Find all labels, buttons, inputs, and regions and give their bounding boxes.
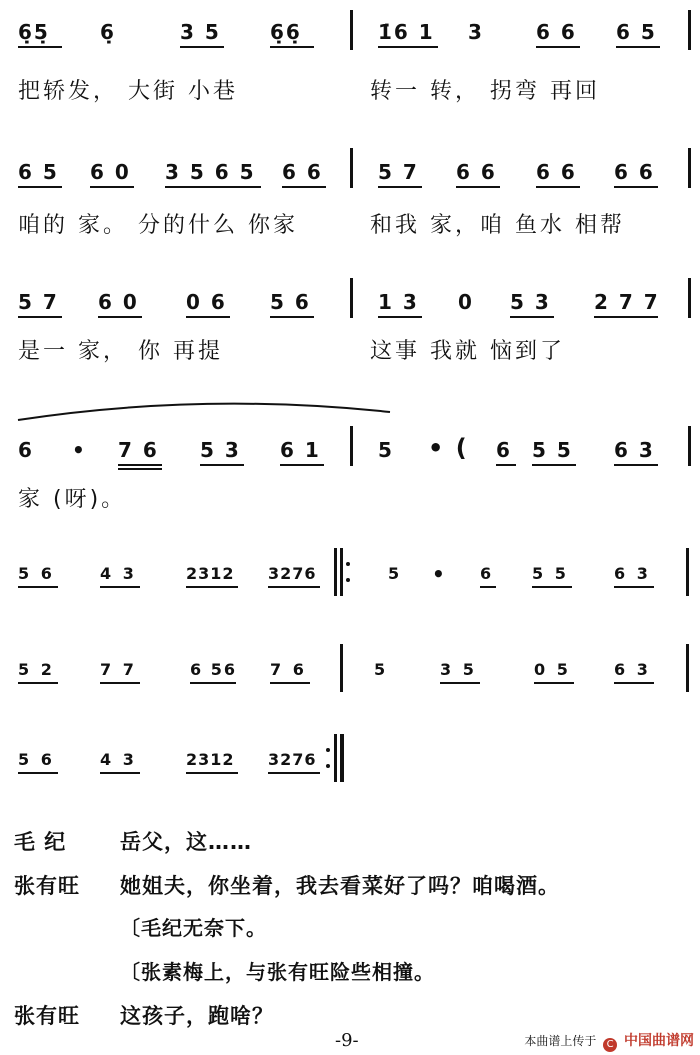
end-repeat-barline	[334, 734, 337, 782]
note-group: 6 3	[614, 564, 651, 583]
barline	[350, 148, 353, 188]
beam-line	[270, 46, 314, 48]
note-group: 6	[496, 438, 512, 462]
barline	[340, 644, 343, 692]
beam-line	[378, 316, 422, 318]
dialogue-line: 岳父，这……	[120, 830, 252, 854]
note-group: 5	[374, 660, 389, 679]
beam-line	[378, 186, 422, 188]
beam-line	[100, 682, 140, 684]
speaker-name: 张有旺	[14, 1004, 80, 1028]
beam-line	[614, 464, 658, 466]
note-group: 6 6	[282, 160, 323, 184]
note-group: 3 5	[180, 20, 221, 44]
note-group: 5 3	[510, 290, 551, 314]
end-repeat-barline	[340, 734, 344, 782]
note-group: 6 5	[616, 20, 657, 44]
note-group: 6	[480, 564, 495, 583]
beam-line	[190, 682, 236, 684]
beam-line	[280, 464, 324, 466]
lyric-line: 把轿发， 大街 小巷	[18, 79, 238, 104]
beam-line	[200, 464, 244, 466]
beam-line	[534, 682, 574, 684]
note-group: 5 7	[378, 160, 419, 184]
note-group: 5 6	[18, 750, 55, 769]
note-group: 7 6	[118, 438, 159, 462]
beam-line	[118, 464, 162, 466]
note-group: 6 3	[614, 438, 655, 462]
beam-line	[268, 772, 320, 774]
note-group: 6 0	[90, 160, 131, 184]
beam-line	[100, 772, 140, 774]
beam-line	[165, 186, 261, 188]
note-group: 6̣	[100, 20, 116, 44]
beam-line	[186, 586, 238, 588]
note-group: 6 56	[190, 660, 237, 679]
dialogue-line: 她姐夫，你坐着，我去看菜好了吗？咱喝酒。	[120, 874, 560, 898]
repeat-barline	[340, 548, 343, 596]
beam-line	[186, 316, 230, 318]
beam-line	[614, 186, 658, 188]
note-group: 5	[388, 564, 403, 583]
beam-line	[532, 464, 576, 466]
note-group: 5	[378, 438, 394, 462]
score-system-6	[0, 640, 700, 710]
beam-line	[18, 772, 58, 774]
note-group: 2312	[186, 564, 235, 583]
repeat-dot	[326, 764, 330, 768]
note-group: 2 7 7	[594, 290, 660, 314]
note-group: 3276	[268, 750, 317, 769]
note-group: 6 6	[536, 160, 577, 184]
beam-line	[510, 316, 554, 318]
lyric-line: 家 (呀)。	[18, 487, 127, 512]
beam-line	[186, 772, 238, 774]
beam-line	[480, 586, 496, 588]
note-group: 6 3	[614, 660, 651, 679]
barline	[688, 10, 691, 50]
barline	[688, 278, 691, 318]
note-group: 3	[468, 20, 484, 44]
note-group: 5 6	[18, 564, 55, 583]
note-group: • (	[428, 434, 469, 462]
note-group: 5 3	[200, 438, 241, 462]
beam-line	[100, 586, 140, 588]
note-group: •	[432, 562, 448, 586]
beam-line	[18, 586, 58, 588]
beam-line	[268, 586, 320, 588]
stage-direction: 〔张素梅上，与张有旺险些相撞。	[120, 960, 435, 984]
note-group: 1 3	[378, 290, 419, 314]
beam-line	[18, 682, 58, 684]
beam-line	[90, 186, 134, 188]
footer-prefix: 本曲谱上传于	[524, 1034, 597, 1048]
barline	[350, 10, 353, 50]
note-group: 6̣5̣	[18, 20, 50, 44]
note-group: 3276	[268, 564, 317, 583]
note-group: 0 5	[534, 660, 571, 679]
note-group: 6 0	[98, 290, 139, 314]
lyric-line: 这事 我就 恼到了	[370, 339, 565, 364]
note-group: 4 3	[100, 564, 137, 583]
repeat-dot	[346, 562, 350, 566]
score-system-4	[0, 396, 700, 526]
repeat-dot	[346, 578, 350, 582]
speaker-name: 毛 纪	[14, 830, 67, 854]
beam-line	[118, 468, 162, 470]
barline	[686, 644, 689, 692]
beam-line	[282, 186, 326, 188]
beam-line	[536, 46, 580, 48]
note-group: 7 6	[270, 660, 307, 679]
note-group: 2312	[186, 750, 235, 769]
note-group: •	[72, 438, 87, 462]
note-group: 6 6	[456, 160, 497, 184]
beam-line	[496, 464, 516, 466]
stage-direction: 〔毛纪无奈下。	[120, 916, 267, 940]
note-group: 5 7	[18, 290, 59, 314]
beam-line	[456, 186, 500, 188]
beam-line	[378, 46, 438, 48]
note-group: 5 5	[532, 438, 573, 462]
score-system-2	[0, 140, 700, 250]
beam-line	[594, 316, 658, 318]
slur-arc	[12, 396, 412, 426]
beam-line	[614, 586, 654, 588]
note-group: 6̣6̣	[270, 20, 302, 44]
page-number: -9-	[335, 1030, 359, 1051]
repeat-barline	[334, 548, 337, 596]
barline	[686, 548, 689, 596]
note-group: 6 5	[18, 160, 59, 184]
note-group: 4 3	[100, 750, 137, 769]
lyric-line: 是一 家， 你 再提	[18, 339, 223, 364]
note-group: 5 5	[532, 564, 569, 583]
note-group: 5 6	[270, 290, 311, 314]
note-group: 6 6	[614, 160, 655, 184]
beam-line	[440, 682, 480, 684]
lyric-line: 咱的 家。 分的什么 你家	[18, 213, 298, 238]
score-system-7	[0, 730, 700, 790]
beam-line	[616, 46, 660, 48]
barline	[688, 426, 691, 466]
note-group: 0 6	[186, 290, 227, 314]
site-logo-icon: C	[603, 1038, 617, 1052]
beam-line	[180, 46, 224, 48]
note-group: 0	[458, 290, 474, 314]
note-group: 5 2	[18, 660, 55, 679]
beam-line	[536, 186, 580, 188]
note-group: 6 6	[536, 20, 577, 44]
speaker-name: 张有旺	[14, 874, 80, 898]
note-group: 7 7	[100, 660, 137, 679]
note-group: 1̇6 1	[378, 20, 435, 44]
beam-line	[270, 316, 314, 318]
beam-line	[532, 586, 572, 588]
beam-line	[18, 316, 62, 318]
barline	[688, 148, 691, 188]
barline	[350, 426, 353, 466]
barline	[350, 278, 353, 318]
note-group: 6	[18, 438, 34, 462]
repeat-dot	[326, 748, 330, 752]
lyric-line: 转一 转， 拐弯 再回	[370, 79, 600, 104]
beam-line	[270, 682, 310, 684]
note-group: 3 5 6 5	[165, 160, 256, 184]
note-group: 6 1	[280, 438, 321, 462]
watermark-footer	[524, 1030, 694, 1052]
score-system-5	[0, 548, 700, 618]
beam-line	[18, 186, 62, 188]
note-group: 3 5	[440, 660, 477, 679]
site-brand[interactable]: 中国曲谱网	[624, 1033, 694, 1049]
beam-line	[18, 46, 62, 48]
score-system-3	[0, 272, 700, 382]
beam-line	[98, 316, 142, 318]
beam-line	[614, 682, 654, 684]
dialogue-line: 这孩子，跑啥？	[120, 1004, 274, 1028]
score-system-1	[0, 0, 700, 110]
lyric-line: 和我 家，咱 鱼水 相帮	[370, 213, 625, 238]
